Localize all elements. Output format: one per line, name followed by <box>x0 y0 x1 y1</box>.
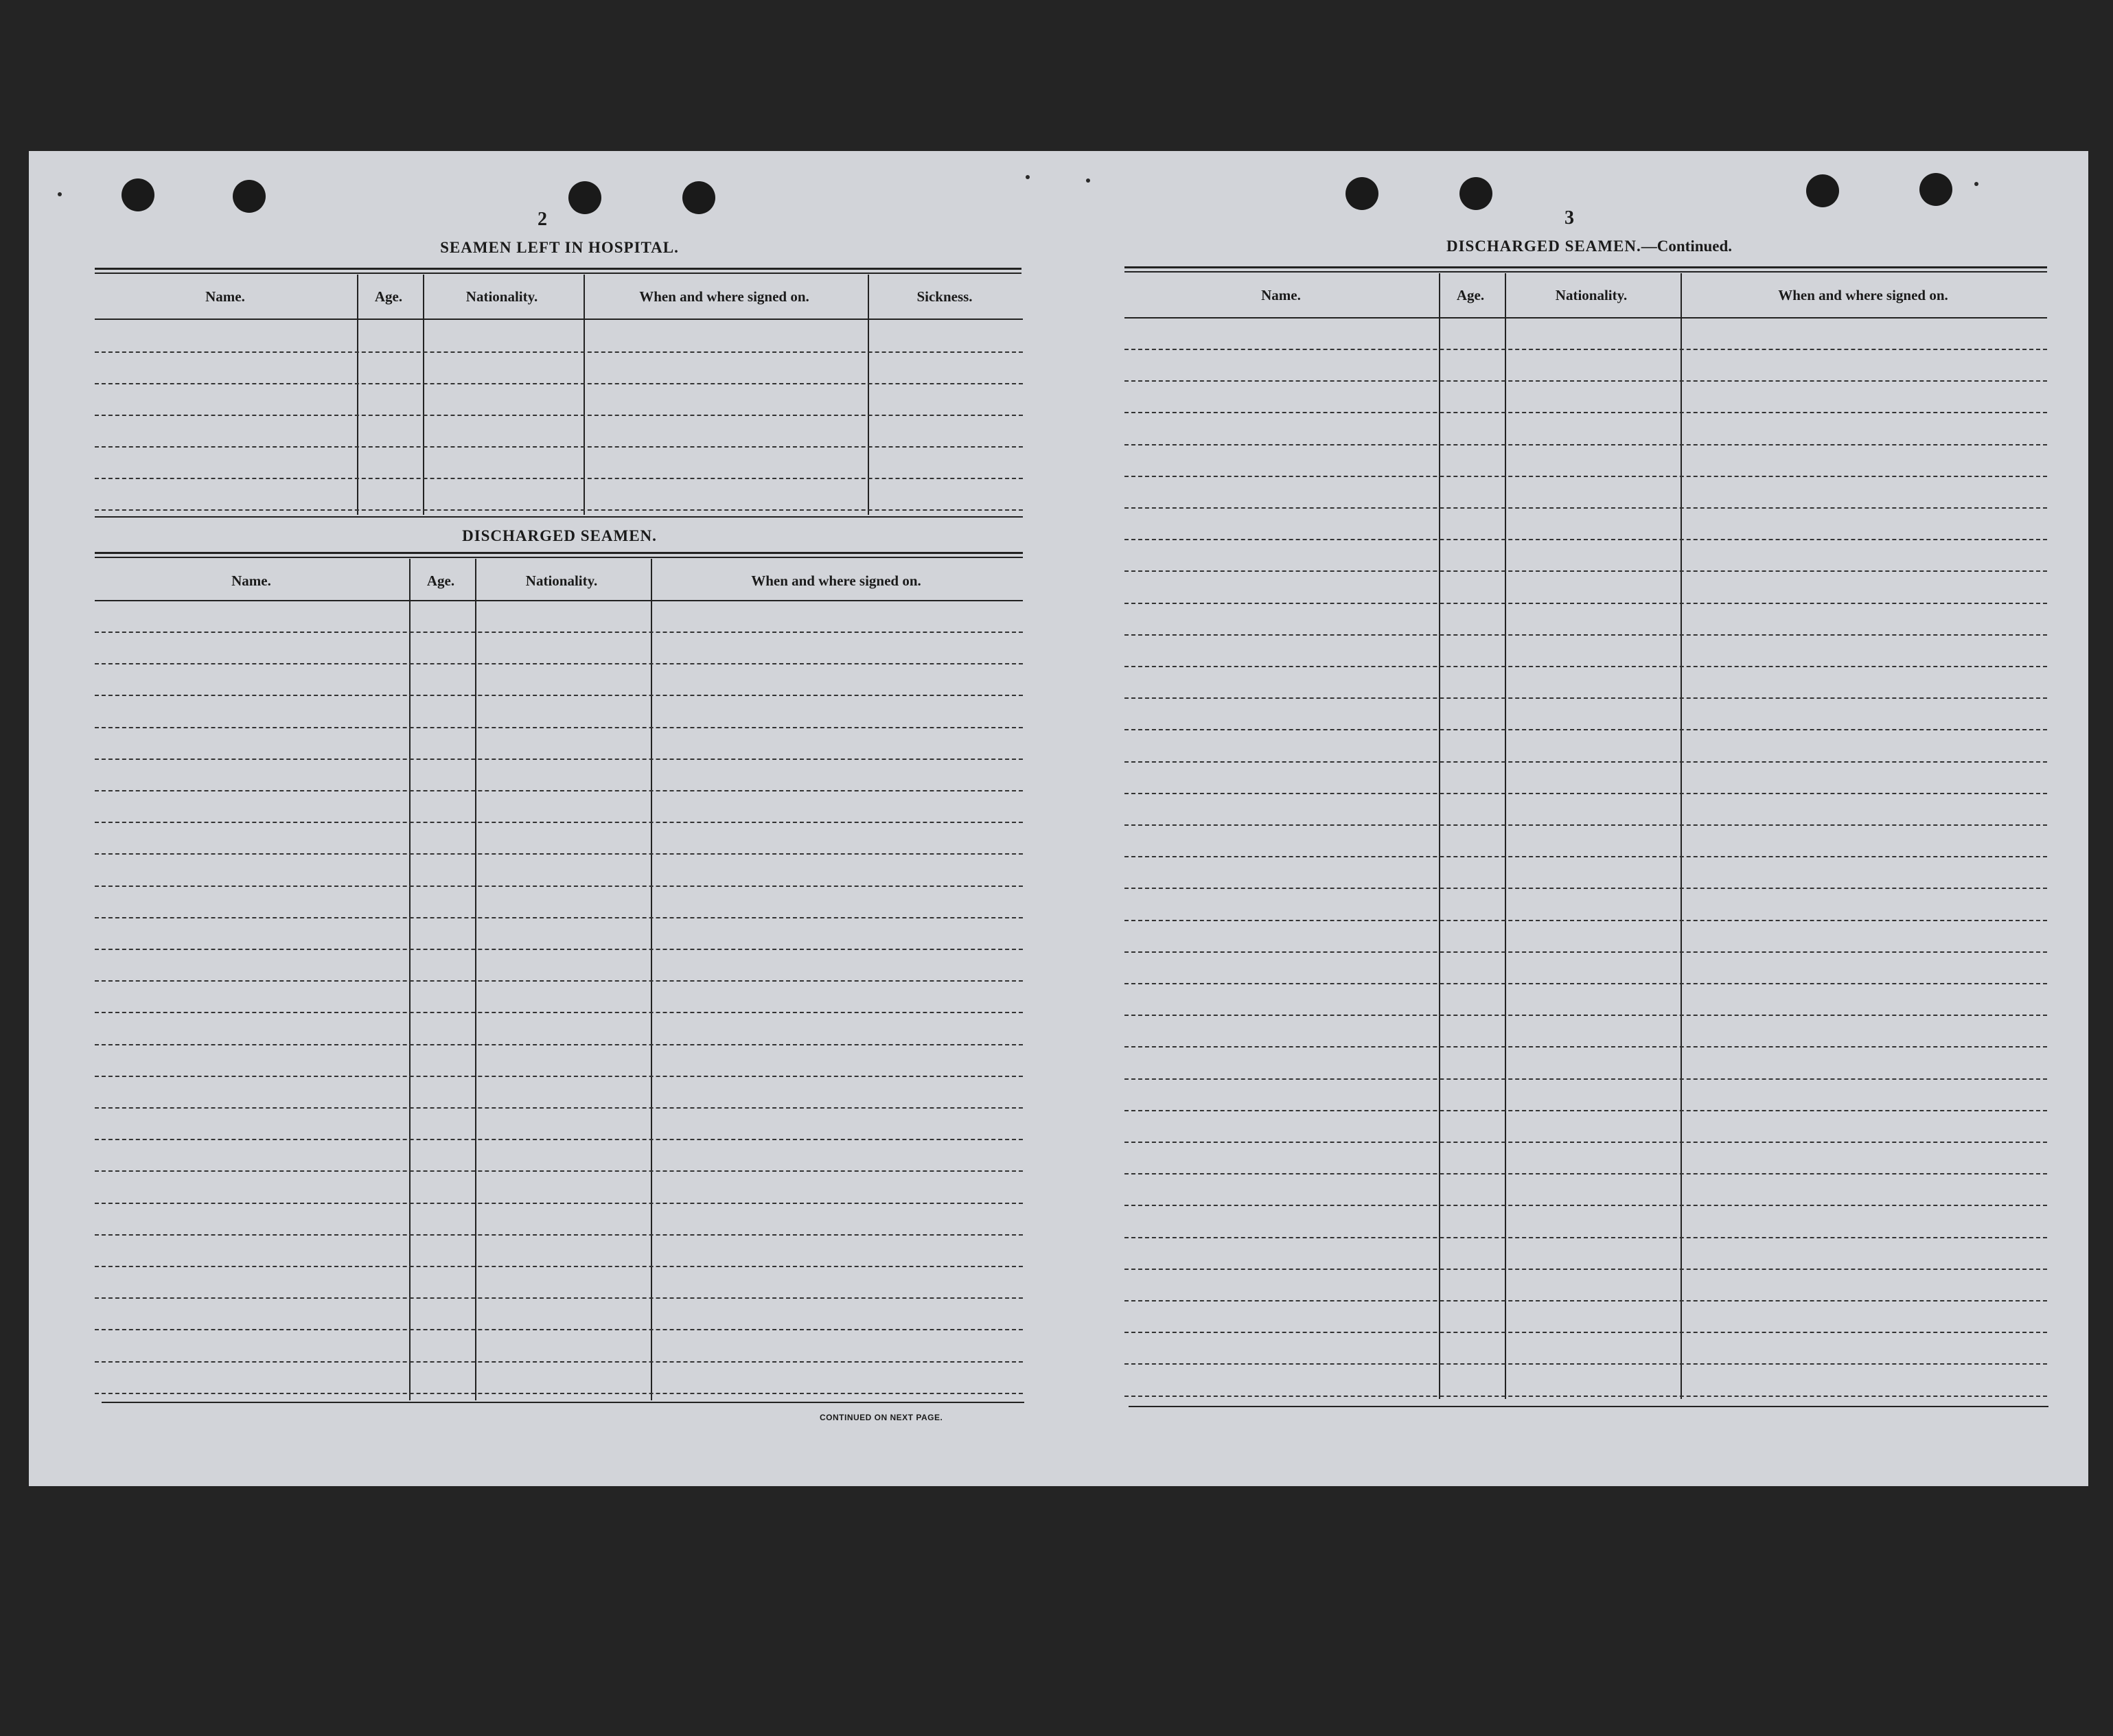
blank-entry-row <box>1124 824 2047 826</box>
discharged-section-title: DISCHARGED SEAMEN. <box>462 527 657 544</box>
col-header-nationality: Nationality. <box>1555 287 1628 303</box>
blank-entry-row <box>1124 1300 2047 1301</box>
section-bottom-rule <box>95 516 1023 518</box>
blank-entry-row <box>1124 1363 2047 1365</box>
blank-entry-row <box>95 1393 1023 1394</box>
blank-entry-row <box>1124 1396 2047 1397</box>
blank-entry-row <box>1124 793 2047 794</box>
blank-entry-row <box>1124 1110 2047 1111</box>
blank-entry-row <box>95 1203 1023 1204</box>
punch-hole <box>1919 173 1952 206</box>
blank-entry-row <box>1124 856 2047 857</box>
blank-entry-row <box>1124 1173 2047 1174</box>
column-divider <box>1681 273 1682 1399</box>
ink-speck <box>1026 175 1030 179</box>
blank-entry-row <box>95 1139 1023 1140</box>
blank-entry-row <box>95 1361 1023 1363</box>
column-divider <box>409 559 411 1400</box>
page-number-left: 2 <box>538 209 547 230</box>
blank-entry-row <box>95 1076 1023 1077</box>
blank-entry-row <box>95 822 1023 823</box>
blank-entry-row <box>95 632 1023 633</box>
right-top-rule <box>1124 266 2047 268</box>
col-header-signed-on: When and where signed on. <box>639 288 809 305</box>
punch-hole <box>1459 177 1492 210</box>
discharged-table-right <box>1124 273 2047 1413</box>
punch-hole <box>682 181 715 214</box>
blank-entry-row <box>95 351 1023 353</box>
discharged-continued-title <box>1126 238 2053 255</box>
blank-entry-row <box>1124 983 2047 984</box>
blank-entry-row <box>95 1266 1023 1267</box>
blank-entry-row <box>95 1234 1023 1236</box>
header-underline <box>95 319 1023 320</box>
blank-entry-row <box>1124 380 2047 382</box>
blank-entry-row <box>95 663 1023 664</box>
blank-entry-row <box>1124 570 2047 572</box>
blank-entry-row <box>1124 1142 2047 1143</box>
blank-entry-row <box>1124 444 2047 445</box>
table-bottom-rule <box>1129 1406 2048 1407</box>
blank-entry-row <box>1124 761 2047 763</box>
blank-entry-row <box>95 949 1023 950</box>
blank-entry-row <box>95 1170 1023 1172</box>
ink-speck <box>1086 178 1090 183</box>
blank-entry-row <box>1124 729 2047 730</box>
col-header-nationality: Nationality. <box>465 288 538 305</box>
blank-entry-row <box>1124 666 2047 667</box>
blank-entry-row <box>95 917 1023 918</box>
blank-entry-row <box>1124 1269 2047 1270</box>
blank-entry-row <box>95 1329 1023 1330</box>
discharged-title-text: DISCHARGED SEAMEN. <box>1446 238 1641 255</box>
blank-entry-row <box>1124 920 2047 921</box>
hospital-top-rule <box>95 268 1021 270</box>
header-underline <box>95 600 1023 601</box>
blank-entry-row <box>95 1107 1023 1109</box>
blank-entry-row <box>95 980 1023 982</box>
blank-entry-row <box>1124 349 2047 350</box>
blank-entry-row <box>95 446 1023 448</box>
page-number-right: 3 <box>1564 207 1574 229</box>
blank-entry-row <box>1124 888 2047 889</box>
blank-entry-row <box>1124 1332 2047 1333</box>
punch-hole <box>233 180 266 213</box>
blank-entry-row <box>1124 507 2047 509</box>
blank-entry-row <box>1124 697 2047 699</box>
discharged-table-left <box>95 559 1023 1424</box>
blank-entry-row <box>1124 1078 2047 1080</box>
punch-hole <box>1346 177 1378 210</box>
header-underline <box>1124 317 2047 319</box>
col-header-age: Age. <box>1456 287 1485 303</box>
blank-entry-row <box>1124 1015 2047 1016</box>
column-divider <box>651 559 652 1400</box>
blank-entry-row <box>95 383 1023 384</box>
ink-speck <box>58 192 62 196</box>
col-header-name: Name. <box>1261 287 1301 303</box>
continued-suffix: —Continued. <box>1641 238 1733 255</box>
blank-entry-row <box>95 727 1023 728</box>
blank-entry-row <box>1124 412 2047 413</box>
discharged-title-rule <box>95 552 1023 554</box>
blank-entry-row <box>95 790 1023 791</box>
blank-entry-row <box>1124 1237 2047 1238</box>
col-header-age: Age. <box>374 288 403 305</box>
blank-entry-row <box>95 1297 1023 1299</box>
punch-hole <box>1806 174 1839 207</box>
column-divider <box>1505 273 1506 1399</box>
blank-entry-row <box>1124 539 2047 540</box>
blank-entry-row <box>95 759 1023 760</box>
hospital-section-title: SEAMEN LEFT IN HOSPITAL. <box>440 239 679 256</box>
col-header-signed-on: When and where signed on. <box>1778 287 1948 303</box>
column-divider <box>475 559 476 1400</box>
col-header-signed-on: When and where signed on. <box>751 572 921 589</box>
col-header-name: Name. <box>231 572 271 589</box>
col-header-sickness: Sickness. <box>916 288 973 305</box>
document-sheet <box>29 151 2088 1486</box>
blank-entry-row <box>1124 603 2047 604</box>
blank-entry-row <box>1124 1046 2047 1048</box>
column-divider <box>1439 273 1440 1399</box>
col-header-nationality: Nationality. <box>525 572 598 589</box>
ink-speck <box>1974 182 1978 186</box>
blank-entry-row <box>95 478 1023 479</box>
blank-entry-row <box>95 1044 1023 1045</box>
blank-entry-row <box>1124 1205 2047 1206</box>
blank-entry-row <box>1124 634 2047 636</box>
blank-entry-row <box>95 415 1023 416</box>
blank-entry-row <box>1124 951 2047 953</box>
blank-entry-row <box>95 853 1023 855</box>
blank-entry-row <box>95 509 1023 511</box>
blank-entry-row <box>1124 476 2047 477</box>
continued-note: CONTINUED ON NEXT PAGE. <box>820 1413 943 1422</box>
punch-hole <box>122 178 154 211</box>
col-header-name: Name. <box>205 288 245 305</box>
table-bottom-rule <box>102 1402 1024 1403</box>
blank-entry-row <box>95 1012 1023 1013</box>
blank-entry-row <box>95 695 1023 696</box>
col-header-age: Age. <box>426 572 455 589</box>
blank-entry-row <box>95 886 1023 887</box>
